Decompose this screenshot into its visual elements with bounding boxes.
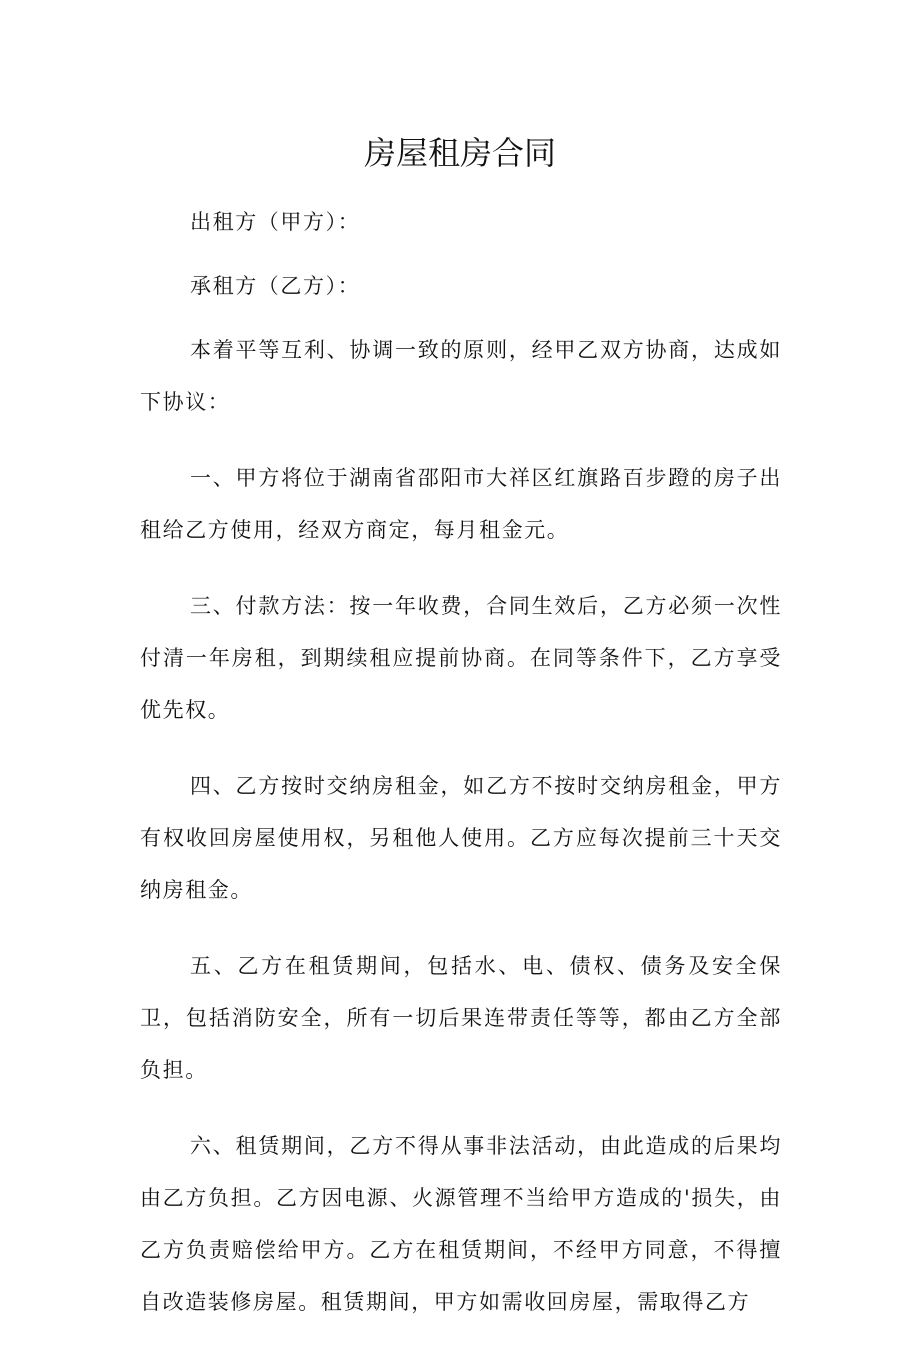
paragraph-clause-4: 四、乙方按时交纳房租金，如乙方不按时交纳房租金，甲方有权收回房屋使用权，另租他人使用。乙方应每次提前三十天交纳房租金。: [140, 774, 782, 902]
document-title: 房屋租房合同: [363, 134, 556, 172]
paragraph-clause-5: 五、乙方在租赁期间，包括水、电、债权、债务及安全保卫，包括消防安全，所有一切后果连带责任等等，都由乙方全部负担。: [140, 954, 782, 1082]
lessee-line: 承租方（乙方）：: [190, 274, 361, 298]
paragraph-preamble: 本着平等互利、协调一致的原则，经甲乙双方协商，达成如下协议：: [140, 338, 782, 414]
paragraph-clause-3: 三、付款方法：按一年收费，合同生效后，乙方必须一次性付清一年房租，到期续租应提前协商。在同等条件下，乙方享受优先权。: [140, 594, 782, 722]
document-body: [140, 196, 782, 1352]
paragraph-clause-6: 六、租赁期间，乙方不得从事非法活动，由此造成的后果均由乙方负担。乙方因电源、火源管理不当给甲方造成的'损失，由乙方负责赔偿给甲方。乙方在租赁期间，不经甲方同意，不得擅自改造装修房屋。租赁期间，甲方如需收回房屋，需取得乙方: [140, 1134, 782, 1314]
paragraph-clause-1: 一、甲方将位于湖南省邵阳市大祥区红旗路百步蹬的房子出租给乙方使用，经双方商定，每月租金元。: [140, 466, 782, 542]
lessor-line: 出租方（甲方）：: [190, 210, 361, 234]
